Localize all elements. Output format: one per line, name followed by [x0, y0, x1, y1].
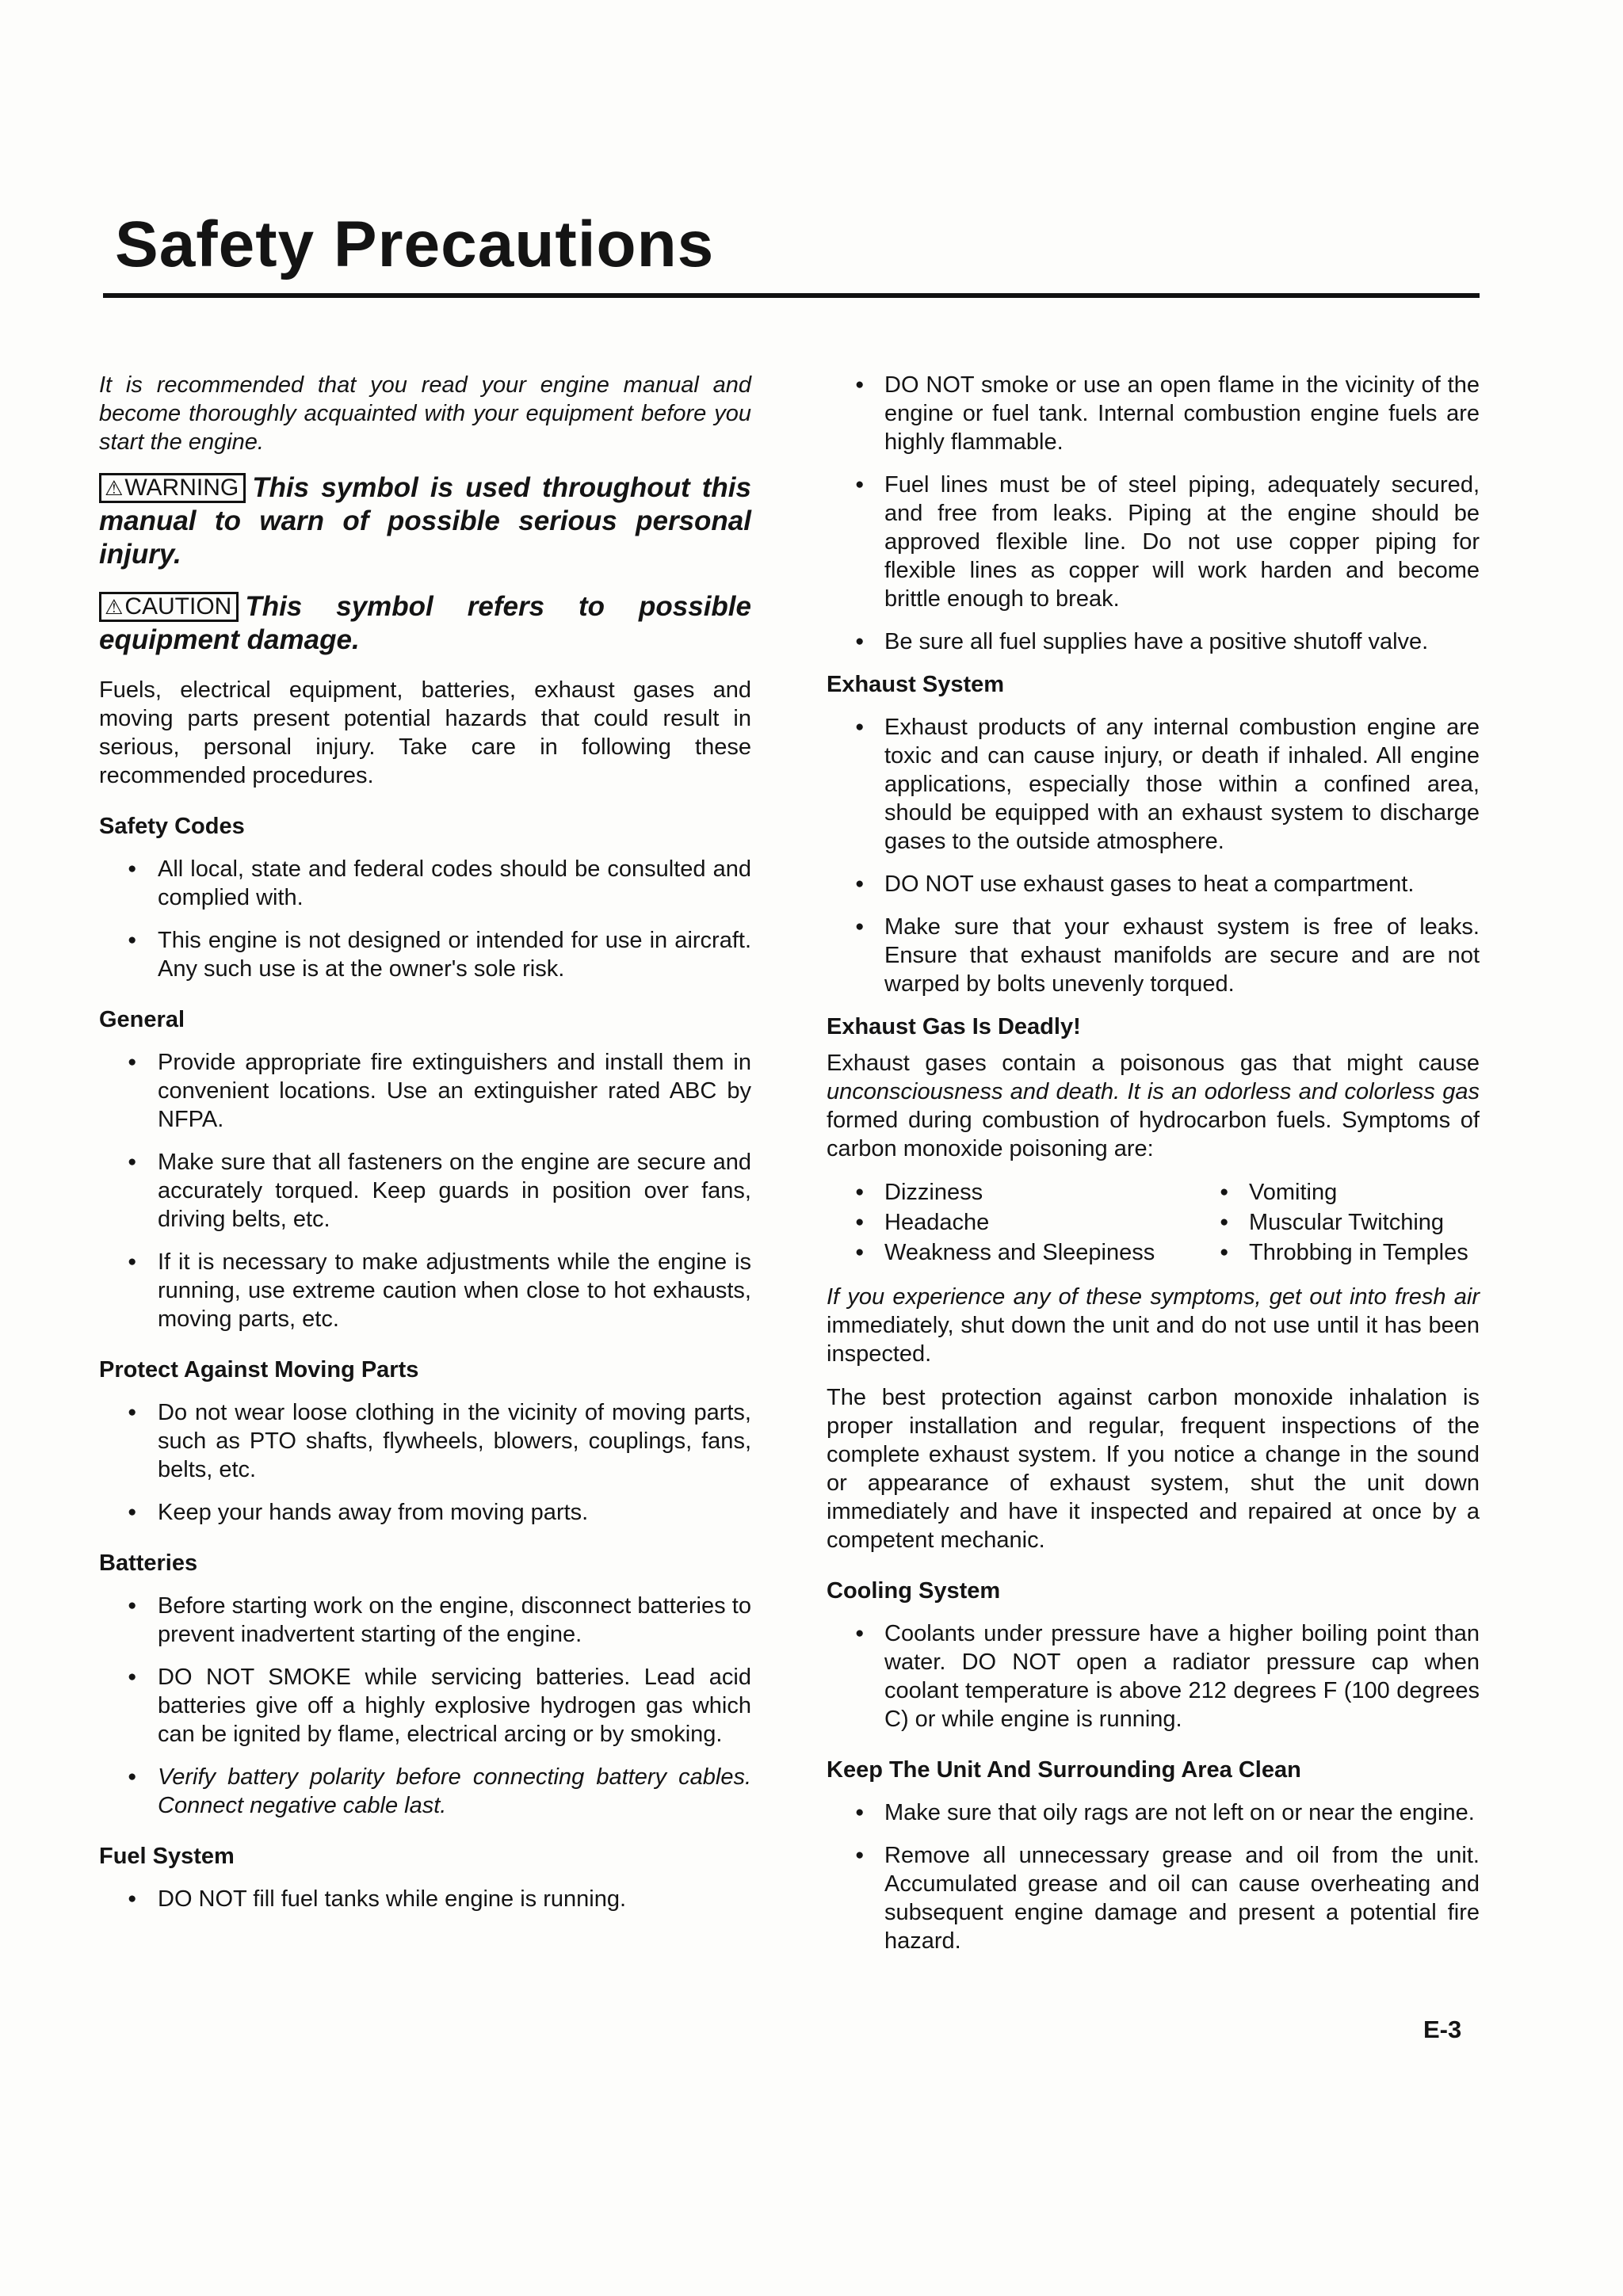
exhaust-system-heading: Exhaust System	[827, 672, 1005, 697]
general-heading: General	[99, 1007, 185, 1032]
advice-italic: If you experience any of these symptoms, get out into fresh air	[827, 1284, 1480, 1310]
caution-notice	[99, 590, 751, 657]
keep-clean-heading: Keep The Unit And Surrounding Area Clean	[827, 1757, 1301, 1783]
safety-codes-heading: Safety Codes	[99, 814, 245, 839]
exhaust-gas-paragraph	[827, 1049, 1480, 1163]
page-number: E-3	[1423, 2016, 1462, 2043]
moving-parts-list	[99, 1398, 751, 1527]
caution-tag	[99, 592, 239, 622]
warning-triangle-icon: ⚠	[105, 476, 124, 500]
exhaust-system-list	[827, 713, 1480, 998]
keep-clean-list	[827, 1798, 1480, 1955]
list-item: ● Exhaust products of any internal combustion engine are toxic and can cause injury, or death if inhaled. All engine applications, especially those within a confined area, should be equipped with an exhaust system to discharge gases to the outside atmosphere.	[827, 713, 1480, 856]
exhaust-gas-text-start: Exhaust gases contain a poisonous gas that might cause	[827, 1051, 1480, 1076]
fuel-system-list-right	[827, 371, 1480, 656]
batteries-list	[99, 1592, 751, 1820]
symptom-item: ● Vomiting	[1191, 1178, 1480, 1207]
warning-text: This symbol is used throughout this manual to warn of possible serious personal injury.	[99, 472, 751, 570]
symptoms-list	[827, 1178, 1480, 1268]
advice-rest: immediately, shut down the unit and do not use until it has been inspected.	[827, 1313, 1480, 1367]
list-item: ● DO NOT smoke or use an open flame in the vicinity of the engine or fuel tank. Internal combustion engine fuels are highly flammable.	[827, 371, 1480, 456]
warning-tag	[99, 473, 246, 503]
safety-codes-list	[99, 855, 751, 983]
symptom-item: ● Throbbing in Temples	[1191, 1238, 1480, 1267]
list-item: ● Make sure that your exhaust system is free of leaks. Ensure that exhaust manifolds are secure and are not warped by bolts unevenly torqued.	[827, 913, 1480, 998]
list-item: ● Keep your hands away from moving parts.	[99, 1498, 751, 1527]
exhaust-gas-text-italic: unconsciousness and death. It is an odorless and colorless gas	[827, 1079, 1480, 1104]
left-column	[99, 371, 751, 1928]
right-column	[827, 371, 1480, 1970]
list-item: ● Make sure that all fasteners on the engine are secure and accurately torqued. Keep guards in position over fans, driving belts, etc.	[99, 1148, 751, 1234]
list-item: ● Verify battery polarity before connecting battery cables. Connect negative cable last.	[99, 1763, 751, 1820]
fuel-system-list-left	[99, 1885, 751, 1913]
list-item: ● DO NOT fill fuel tanks while engine is running.	[99, 1885, 751, 1913]
list-item: ● Remove all unnecessary grease and oil from the unit. Accumulated grease and oil can cause overheating and subsequent engine damage and present a potential fire hazard.	[827, 1841, 1480, 1955]
list-item: ● Do not wear loose clothing in the vicinity of moving parts, such as PTO shafts, flywheels, blowers, couplings, fans, belts, etc.	[99, 1398, 751, 1484]
symptom-item: ● Weakness and Sleepiness	[827, 1238, 1191, 1267]
list-item: ● Fuel lines must be of steel piping, adequately secured, and free from leaks. Piping at the engine should be approved flexible line. Do not use copper piping for flexible lines as copper will work harden and become brittle enough to break.	[827, 471, 1480, 613]
exhaust-gas-text-end: formed during combustion of hydrocarbon fuels. Symptoms of carbon monoxide poisoning are:	[827, 1108, 1480, 1161]
list-item: ● Make sure that oily rags are not left on or near the engine.	[827, 1798, 1480, 1827]
caution-triangle-icon: ⚠	[105, 595, 124, 619]
warning-tag-label: WARNING	[124, 475, 239, 501]
list-item: ● All local, state and federal codes should be consulted and complied with.	[99, 855, 751, 912]
list-item: ● This engine is not designed or intended for use in aircraft. Any such use is at the owner's sole risk.	[99, 926, 751, 983]
list-item: ● Be sure all fuel supplies have a positive shutoff valve.	[827, 627, 1480, 656]
symptoms-advice	[827, 1283, 1480, 1368]
cooling-system-heading: Cooling System	[827, 1578, 1001, 1604]
intro-paragraph: It is recommended that you read your engine manual and become thoroughly acquainted with your equipment before you start the engine.	[99, 372, 751, 455]
general-list	[99, 1048, 751, 1333]
list-item: ● Before starting work on the engine, disconnect batteries to prevent inadvertent starting of the engine.	[99, 1592, 751, 1649]
page-title: Safety Precautions	[115, 208, 715, 280]
moving-parts-heading: Protect Against Moving Parts	[99, 1357, 419, 1383]
warning-notice	[99, 471, 751, 571]
fuel-system-heading: Fuel System	[99, 1844, 235, 1869]
protection-paragraph: The best protection against carbon monoxide inhalation is proper installation and regular, frequent inspections of the complete exhaust system. If you notice a change in the sound or appearance of exhaust system, shut the unit down immediately and have it inspected and repaired at once by a competent mechanic.	[827, 1385, 1480, 1553]
symptom-item: ● Muscular Twitching	[1191, 1208, 1480, 1237]
cooling-system-list	[827, 1619, 1480, 1733]
hazards-paragraph: Fuels, electrical equipment, batteries, exhaust gases and moving parts present potential hazards that could result in serious, personal injury. Take care in following these recommended procedures.	[99, 677, 751, 788]
batteries-heading: Batteries	[99, 1550, 198, 1576]
exhaust-gas-heading: Exhaust Gas Is Deadly!	[827, 1014, 1081, 1039]
list-item: ● If it is necessary to make adjustments while the engine is running, use extreme caution when close to hot exhausts, moving parts, etc.	[99, 1248, 751, 1333]
list-item: ● DO NOT use exhaust gases to heat a compartment.	[827, 870, 1480, 898]
title-rule	[103, 293, 1480, 298]
symptom-item: ● Headache	[827, 1208, 1191, 1237]
caution-text: This symbol refers to possible equipment damage.	[99, 591, 751, 655]
list-item: ● DO NOT SMOKE while servicing batteries. Lead acid batteries give off a highly explosive hydrogen gas which can be ignited by flame, electrical arcing or by smoking.	[99, 1663, 751, 1749]
caution-tag-label: CAUTION	[124, 593, 232, 620]
list-item: ● Provide appropriate fire extinguishers and install them in convenient locations. Use an extinguisher rated ABC by NFPA.	[99, 1048, 751, 1134]
list-item: ● Coolants under pressure have a higher boiling point than water. DO NOT open a radiator pressure cap when coolant temperature is above 212 degrees F (100 degrees C) or while engine is running.	[827, 1619, 1480, 1733]
symptom-item: ● Dizziness	[827, 1178, 1191, 1207]
